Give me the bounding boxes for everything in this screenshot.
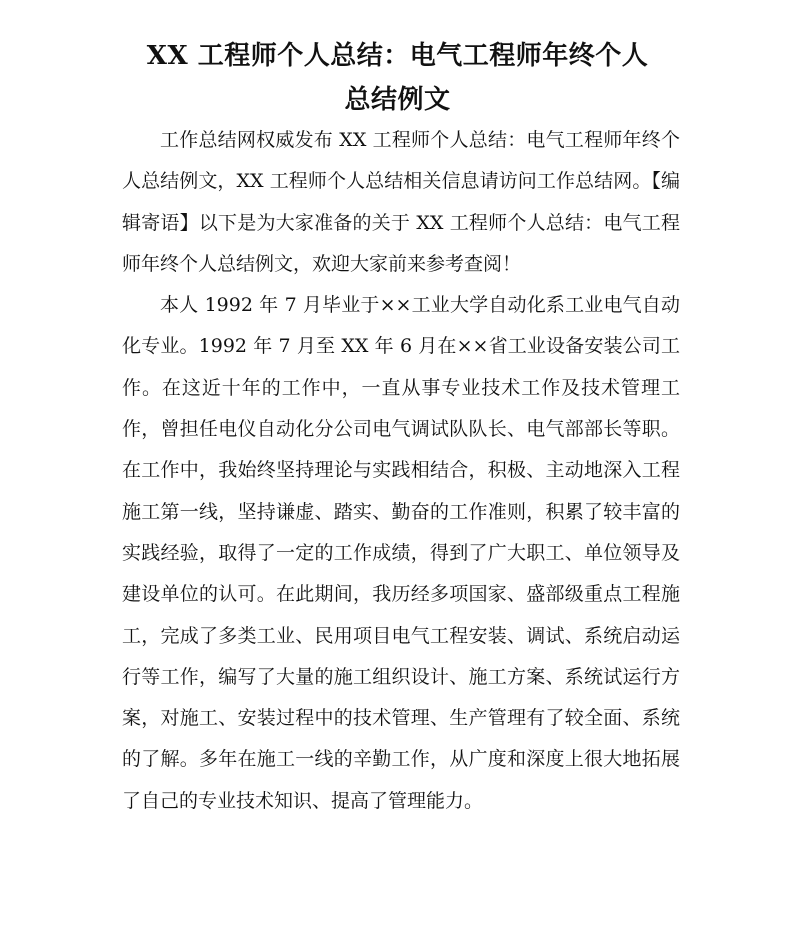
document-body: [122, 120, 680, 822]
paragraph-intro: 工作总结网权威发布 XX 工程师个人总结：电气工程师年终个人总结例文，XX 工程师个人总结相关信息请访问工作总结网。【编辑寄语】以下是为大家准备的关于 XX 工程师个人总结：电气工程师年终个人总结例文，欢迎大家前来参考查阅！: [122, 129, 680, 275]
paragraph-experience: 本人 1992 年 7 月毕业于××工业大学自动化系工业电气自动化专业。1992 年 7 月至 XX 年 6 月在××省工业设备安装公司工作。在这近十年的工作中，一直从事专业技术工作及技术管理工作，曾担任电仪自动化分公司电气调试队队长、电气部部长等职。在工作中，我始终坚持理论与实践相结合，积极、主动地深入工程施工第一线，坚持谦虚、踏实、勤奋的工作准则，积累了较丰富的实践经验，取得了一定的工作成绩，得到了广大职工、单位领导及建设单位的认可。在此期间，我历经多项国家、盛部级重点工程施工，完成了多类工业、民用项目电气工程安装、调试、系统启动运行等工作，编写了大量的施工组织设计、施工方案、系统试运行方案，对施工、安装过程中的技术管理、生产管理有了较全面、系统的了解。多年在施工一线的辛勤工作，从广度和深度上很大地拓展了自己的专业技术知识、提高了管理能力。: [122, 294, 680, 812]
document-title-line-2: 总结例文: [344, 85, 451, 115]
document-title: [110, 34, 685, 122]
document-title-line-1: XX 工程师个人总结：电气工程师年终个人: [146, 41, 649, 71]
